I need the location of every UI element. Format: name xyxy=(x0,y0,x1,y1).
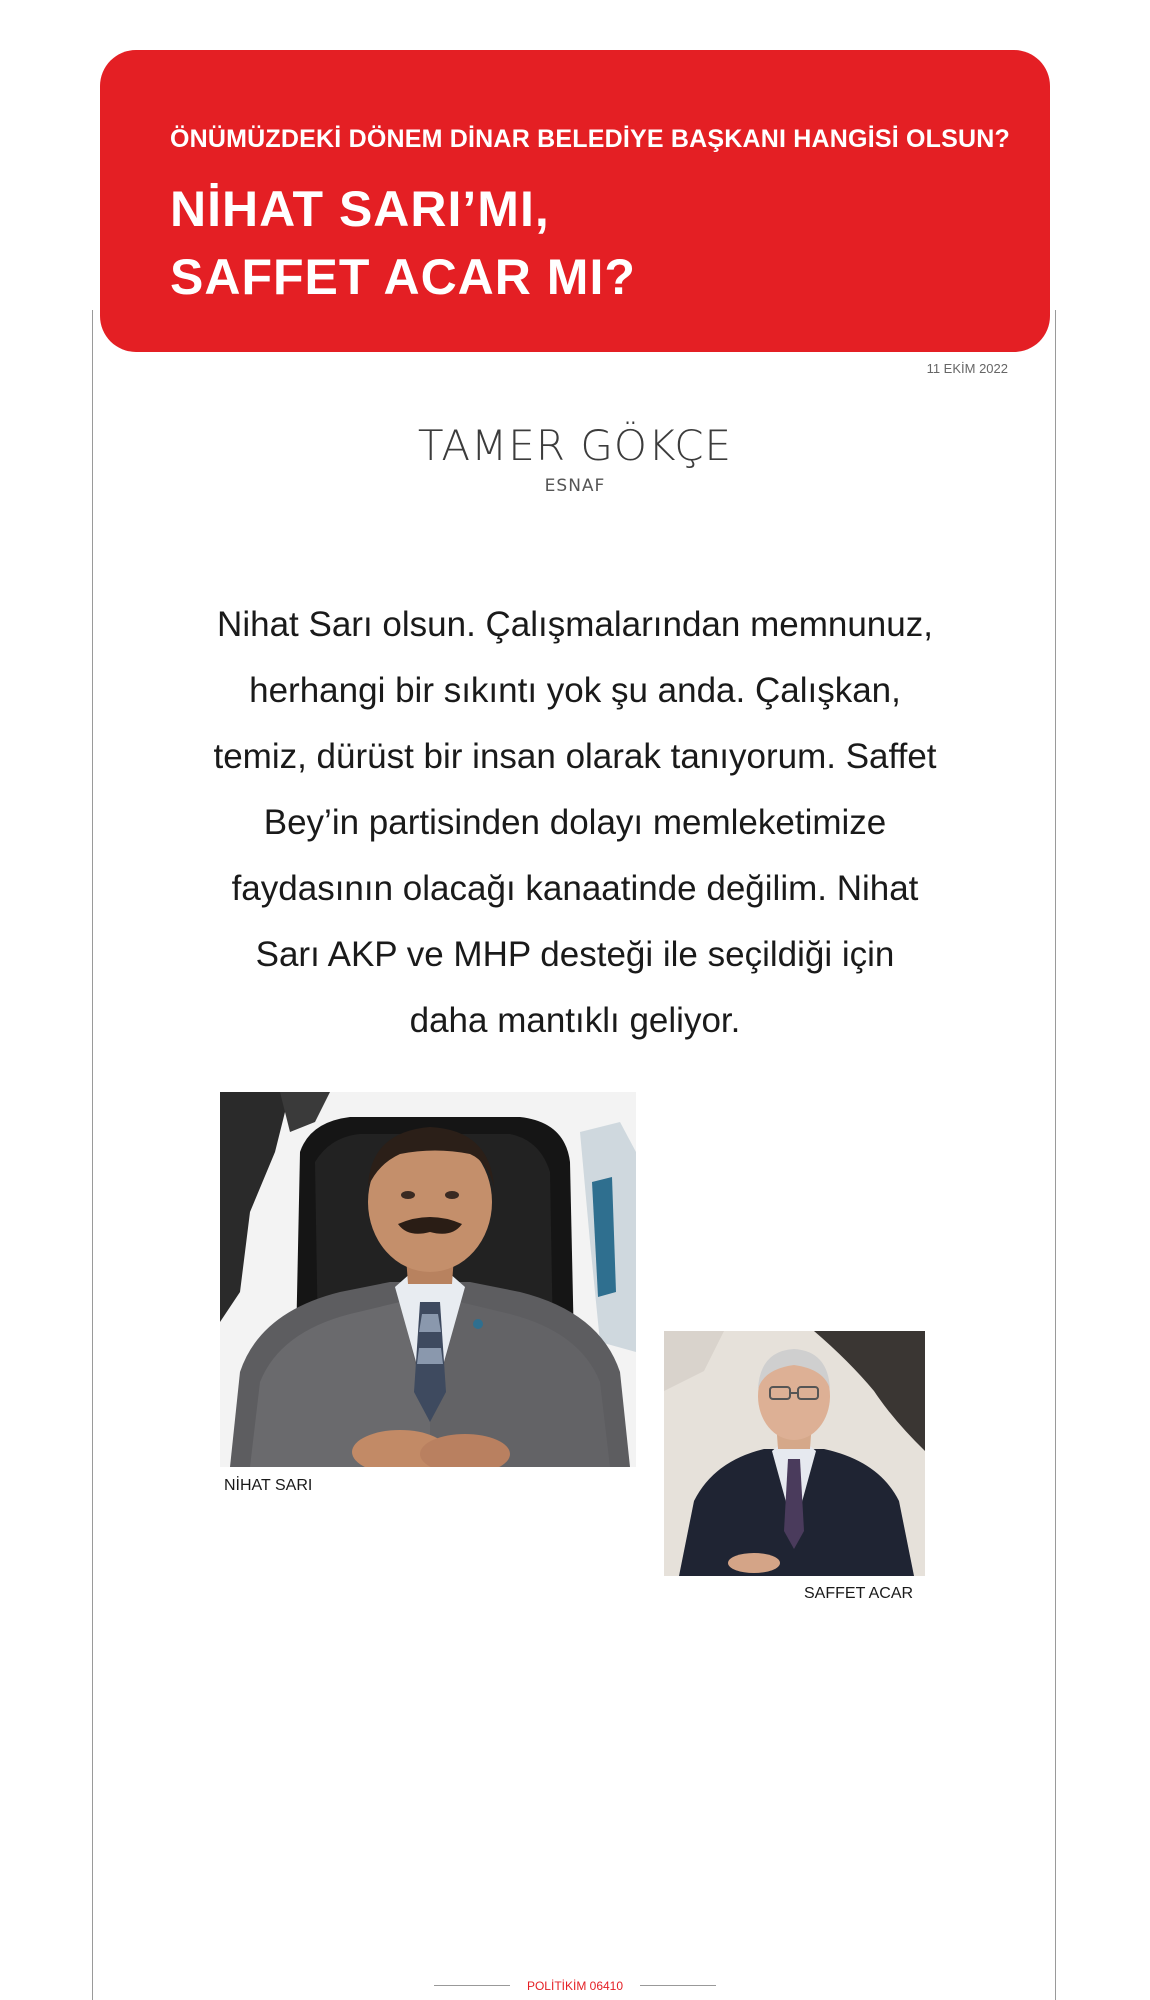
quote-line: temiz, dürüst bir insan olarak tanıyorum. Saffet xyxy=(213,737,937,776)
publish-date: 11 EKİM 2022 xyxy=(926,361,1008,376)
quote-line: herhangi bir sıkıntı yok şu anda. Çalışkan, xyxy=(249,671,901,710)
footer-divider xyxy=(434,1985,510,1986)
quote-line: faydasının olacağı kanaatinde değilim. Nihat xyxy=(231,869,919,908)
nihat-sari-caption: NİHAT SARI xyxy=(224,1477,313,1494)
footer-label: POLİTİKİM 06410 xyxy=(526,1978,624,1993)
quote-text xyxy=(175,592,975,1054)
quote-line: daha mantıklı geliyor. xyxy=(409,1001,741,1040)
kicker: ÖNÜMÜZDEKİ DÖNEM DİNAR BELEDİYE BAŞKANI HANGİSİ OLSUN? xyxy=(170,125,1010,153)
headline-line: NİHAT SARI’MI, xyxy=(170,181,550,237)
saffet-acar-photo xyxy=(664,1331,925,1576)
quote-line: Sarı AKP ve MHP desteği ile seçildiği için xyxy=(255,935,895,974)
saffet-acar-caption: SAFFET ACAR xyxy=(804,1585,914,1602)
footer xyxy=(0,1978,1150,1993)
headline xyxy=(170,175,636,311)
footer-divider xyxy=(640,1985,716,1986)
headline-line: SAFFET ACAR MI? xyxy=(170,249,636,305)
quote-line: Bey’in partisinden dolayı memleketimize xyxy=(263,803,887,842)
author-role: ESNAF xyxy=(544,476,606,496)
quote-line: Nihat Sarı olsun. Çalışmalarından memnunuz, xyxy=(217,605,933,644)
nihat-sari-photo xyxy=(220,1092,636,1467)
author-name: TAMER GÖKÇE xyxy=(417,421,733,470)
author-block xyxy=(0,420,1150,496)
